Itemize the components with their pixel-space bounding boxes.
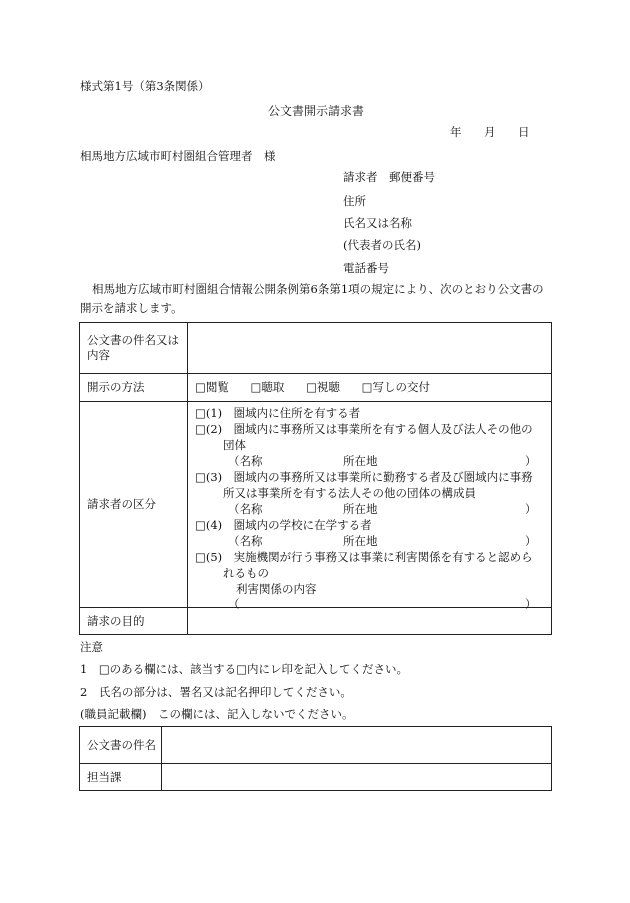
category-4-name: （名称: [228, 534, 263, 548]
request-table: [79, 322, 552, 635]
category-option-1[interactable]: □(1) 圏域内に住所を有する者: [195, 406, 361, 420]
category-3-name: （名称: [228, 502, 263, 516]
intro-line-1: 相馬地方広域市町村圏組合情報公開条例第6条第1項の規定により、次のとおり公文書の: [92, 282, 544, 296]
note-2: 2 氏名の部分は、署名又は記名押印してください。: [80, 685, 352, 699]
method-option-view[interactable]: □閲覧: [195, 380, 229, 395]
subject-label-line-2: 内容: [87, 348, 110, 362]
dept-input-cell[interactable]: [162, 764, 552, 791]
method-option-watch[interactable]: □視聴: [306, 380, 340, 395]
subject-label-line-1: 公文書の件名又は: [87, 333, 179, 348]
notes-heading: 注意: [80, 640, 103, 654]
category-option-5-cont: れるもの: [223, 566, 269, 580]
address-label: 住所: [343, 194, 366, 208]
method-option-listen[interactable]: □聴取: [250, 380, 285, 395]
date-year: 年: [450, 125, 462, 139]
postal-code-label: 郵便番号: [389, 170, 435, 184]
method-options-cell: [188, 374, 552, 402]
category-option-3[interactable]: □(3) 圏域内の事務所又は事業所に勤務する者及び圏域内に事務: [195, 470, 533, 484]
category-option-3-cont: 所又は事業所を有する法人その他の団体の構成員: [223, 486, 476, 500]
category-4-location: 所在地: [343, 534, 378, 548]
dept-label: 担当課: [87, 769, 122, 784]
purpose-label-cell: [80, 608, 188, 635]
purpose-input-cell[interactable]: [188, 608, 552, 635]
category-3-location: 所在地: [343, 502, 378, 516]
purpose-label: 請求の目的: [87, 613, 145, 628]
category-option-2-cont: 団体: [223, 438, 246, 452]
note-1: 1 □のある欄には、該当する□内にレ印を記入してください。: [80, 662, 409, 676]
category-4-close: ）: [525, 534, 537, 548]
category-2-name: （名称: [228, 454, 263, 468]
addressee: 相馬地方広域市町村圏組合管理者 様: [80, 149, 276, 163]
phone-label: 電話番号: [343, 261, 389, 275]
category-2-close: ）: [525, 454, 537, 468]
category-option-4[interactable]: □(4) 圏域内の学校に在学する者: [195, 518, 372, 532]
doc-name-label: 公文書の件名: [87, 737, 156, 752]
category-options-cell: [188, 402, 552, 611]
category-label: 請求者の区分: [87, 497, 156, 512]
representative-label: (代表者の氏名): [343, 238, 421, 252]
staff-table: [79, 726, 552, 791]
doc-name-input-cell[interactable]: [162, 727, 552, 764]
category-5-close: ）: [525, 597, 537, 611]
date-month: 月: [484, 125, 496, 139]
category-5-open: （: [228, 597, 240, 611]
category-label-cell: [80, 402, 188, 608]
name-label: 氏名又は名称: [343, 216, 412, 230]
subject-input-cell[interactable]: [188, 323, 552, 374]
method-label-cell: [80, 374, 188, 402]
method-option-copy[interactable]: □写しの交付: [361, 380, 430, 395]
category-option-5[interactable]: □(5) 実施機関が行う事務又は事業に利害関係を有すると認めら: [195, 550, 533, 564]
method-label: 開示の方法: [87, 380, 145, 395]
category-option-2[interactable]: □(2) 圏域内に事務所又は事業所を有する個人及び法人その他の: [195, 422, 533, 436]
requester-label: 請求者: [343, 170, 378, 184]
subject-label-cell: [80, 323, 188, 374]
date-day: 日: [518, 125, 530, 139]
category-5-interest: 利害関係の内容: [236, 582, 317, 596]
form-number: 様式第1号（第3条関係）: [80, 79, 210, 93]
page-title: 公文書開示請求書: [268, 104, 365, 118]
dept-label-cell: [80, 764, 162, 791]
doc-name-label-cell: [80, 727, 162, 764]
category-2-location: 所在地: [343, 454, 378, 468]
intro-line-2: 開示を請求します。: [80, 301, 183, 315]
category-3-close: ）: [525, 502, 537, 516]
staff-heading: (職員記載欄) この欄には、記入しないでください。: [80, 707, 354, 721]
